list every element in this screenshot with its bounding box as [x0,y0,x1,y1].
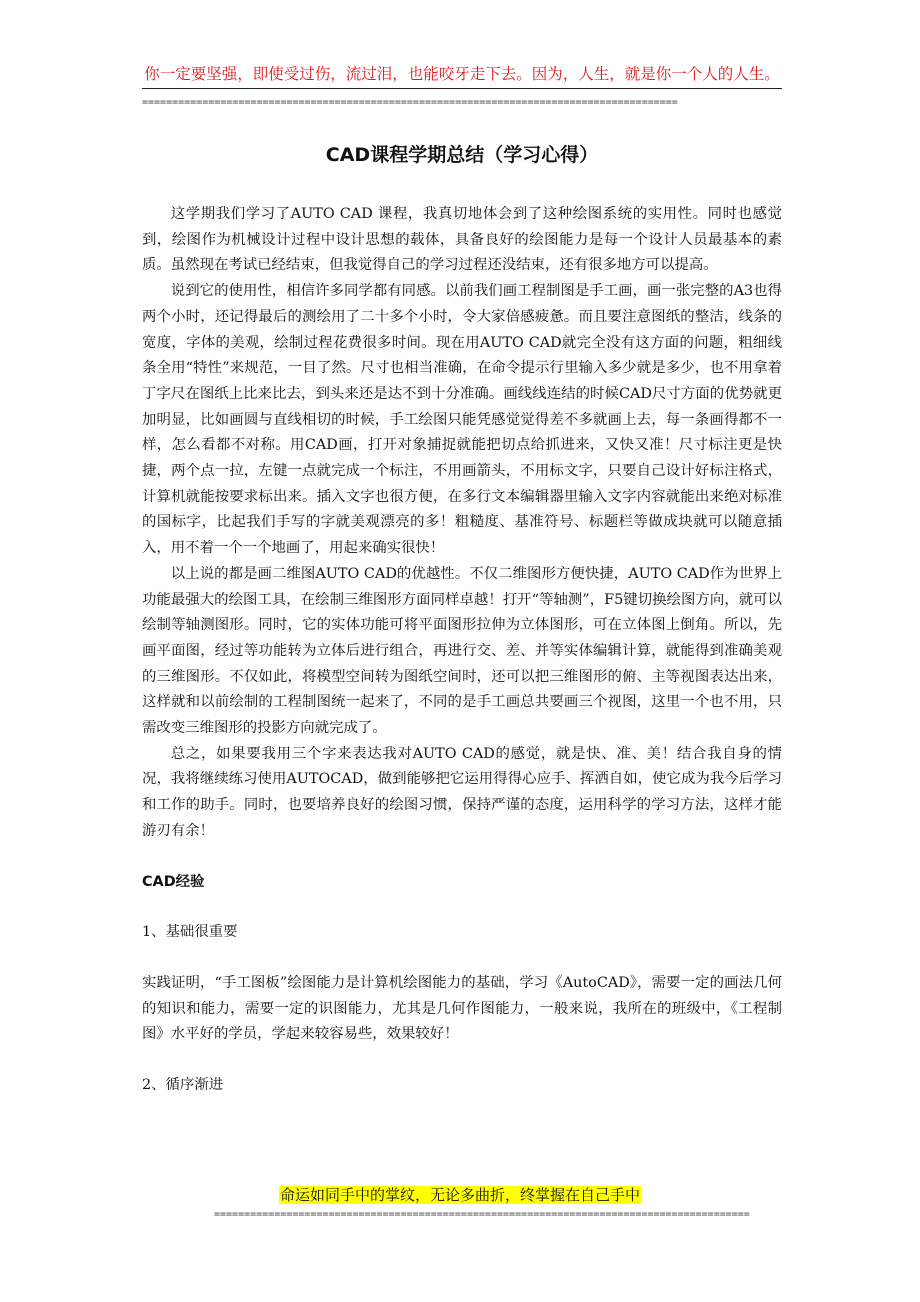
item-text: 实践证明，“手工图板”绘图能力是计算机绘图能力的基础，学习《AutoCAD》，需要一定的画法几何的知识和能力，需要一定的识图能力，尤其是几何作图能力，一般来说，我所在的班级中，《工程制图》水平好的学员，学起来较容易些，效果较好！ [142,974,782,1043]
paragraph: 以上说的都是画二维图AUTO CAD的优越性。不仅二维图形方便快捷，AUTO CAD作为世界上功能最强大的绘图工具，在绘制三维图形方面同样卓越！打开“等轴测”，F5键切换绘图方向，就可以绘制等轴测图形。同时，它的实体功能可将平面图形拉伸为立体图形，可在立体图上倒角。所以，先画平面图，经过等功能转为立体后进行组合，再进行交、差、并等实体编辑计算，就能得到准确美观的三维图形。不仅如此，将模型空间转为图纸空间时，还可以把三维图形的俯、主等视图表达出来，这样就和以前绘制的工程制图统一起来了，不同的是手工画总共要画三个视图，这里一个也不用，只需改变三维图形的投影方向就完成了。 [142,565,782,737]
item-heading: 2、循序渐进 [142,1077,224,1094]
document-body [142,202,782,1099]
section-heading: CAD经验 [142,873,205,890]
paragraph: 这学期我们学习了AUTO CAD 课程，我真切地体会到了这种绘图系统的实用性。同时也感觉到，绘图作为机械设计过程中设计思想的载体，具备良好的绘图能力是每一个设计人员最基本的素质。虽然现在考试已经结束，但我觉得自己的学习过程还没结束，还有很多地方可以提高。 [142,206,782,274]
header-rule [142,88,782,89]
paragraph: 说到它的使用性，相信许多同学都有同感。以前我们画工程制图是手工画，画一张完整的A3也得两个小时，还记得最后的测绘用了二十多个小时，令大家倍感疲惫。而且要注意图纸的整洁，线条的宽度，字体的美观，绘制过程花费很多时间。现在用AUTO CAD就完全没有这方面的问题，粗细线条全用“特性”来规范，一目了然。尺寸也相当准确，在命令提示行里输入多少就是多少，也不用拿着丁字尺在图纸上比来比去，到头来还是达不到十分准确。画线线连结的时候CAD尺寸方面的优势就更加明显，比如画圆与直线相切的时候，手工绘图只能凭感觉觉得差不多就画上去，每一条画得都不一样，怎么看都不对称。用CAD画，打开对象捕捉就能把切点给抓进来，又快又准！尺寸标注更是快捷，两个点一拉，左键一点就完成一个标注，不用画箭头，不用标文字，只要自己设计好标注格式，计算机就能按要求标出来。插入文字也很方便，在多行文本编辑器里输入文字内容就能出来绝对标准的国标字，比起我们手写的字就美观漂亮的多！粗糙度、基准符号、标题栏等做成块就可以随意插入，用不着一个一个地画了，用起来确实很快！ [142,283,782,557]
header-separator: ========================================================================================= [142,97,678,108]
header-motto: 你一定要坚强，即使受过伤，流过泪，也能咬牙走下去。因为，人生，就是你一个人的人生。 [144,65,780,83]
item-heading: 1、基础很重要 [142,924,238,941]
footer-motto [0,1184,920,1205]
footer-separator: ========================================================================================= [214,1209,750,1220]
document-title: CAD课程学期总结（学习心得） [325,144,599,166]
footer-motto-text: 命运如同手中的掌纹，无论多曲折，终掌握在自己手中 [279,1186,640,1204]
paragraph: 总之，如果要我用三个字来表达我对AUTO CAD的感觉，就是快、准、美！结合我自身的情况，我将继续练习使用AUTOCAD，做到能够把它运用得得心应手、挥洒自如，使它成为我今后学习和工作的助手。同时，也要培养良好的绘图习惯，保持严谨的态度，运用科学的学习方法，这样才能游刃有余！ [142,745,782,839]
